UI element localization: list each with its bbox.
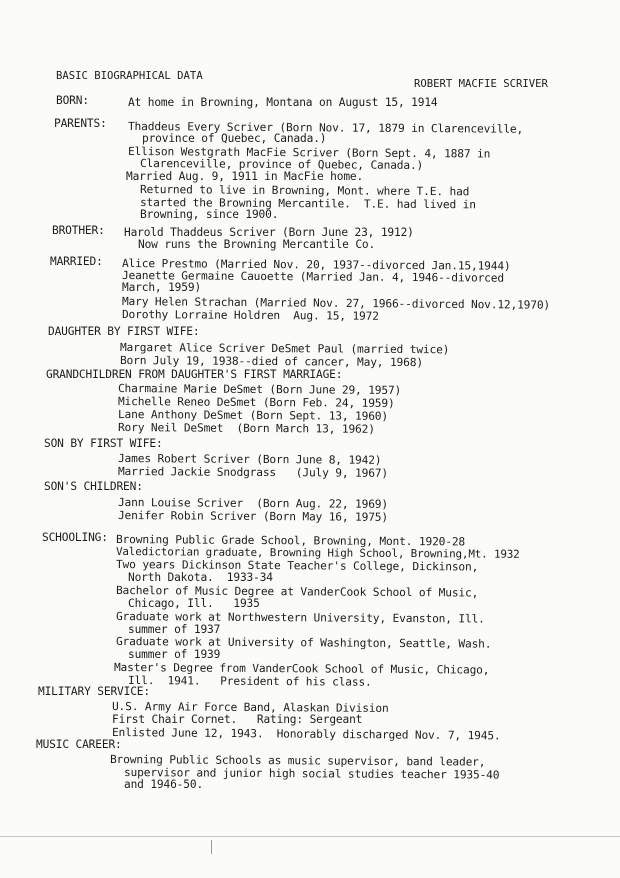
married-line: Mary Helen Strachan (Married Nov. 27, 1966--divorced Nov.12,1970) <box>121 295 551 312</box>
grandchild-line: Rory Neil DeSmet (Born March 13, 1962) <box>117 421 375 436</box>
music-career-line: Browning Public Schools as music supervisor, band leader, <box>109 753 486 769</box>
schooling-line: Valedictorian graduate, Browning High School, Browning,Mt. 1932 <box>115 545 520 561</box>
page-bottom-edge <box>0 836 620 837</box>
parents-label: PARENTS: <box>54 117 107 130</box>
schooling-line: Graduate work at University of Washington, Seattle, Wash. <box>115 635 492 651</box>
parents-line: Clarenceville, province of Quebec, Canada.) <box>139 157 424 172</box>
grandchild-line: Lane Anthony DeSmet (Born Sept. 13, 1960) <box>117 408 389 423</box>
parents-line: province of Quebec, Canada.) <box>142 132 327 145</box>
brother-line: Harold Thaddeus Scriver (Born June 23, 1912) <box>124 226 414 239</box>
married-label: MARRIED: <box>50 255 103 268</box>
music-career-line: supervisor and junior high social studies teacher 1935-40 <box>123 766 500 782</box>
military-line: Enlisted June 12, 1943. Honorably discharged Nov. 7, 1945. <box>111 726 501 743</box>
document-title: BASIC BIOGRAPHICAL DATA <box>56 70 203 82</box>
sons-children-label: SON'S CHILDREN: <box>44 480 143 493</box>
military-line: U.S. Army Air Force Band, Alaskan Division <box>111 700 389 715</box>
subject-name: ROBERT MACFIE SCRIVER <box>414 78 548 90</box>
son-label: SON BY FIRST WIFE: <box>44 437 163 450</box>
brother-label: BROTHER: <box>52 224 105 237</box>
son-line: James Robert Scriver (Born June 8, 1942) <box>117 452 382 467</box>
schooling-line: Two years Dickinson State Teacher's College, Dickinson, <box>115 558 479 574</box>
married-line: Jeanette Germaine Cauoette (Married Jan. 4, 1946--divorced <box>121 269 505 285</box>
schooling-line: summer of 1937 <box>128 623 221 636</box>
schooling-label: SCHOOLING: <box>42 531 108 544</box>
parents-line: Ellison Westgrath MacFie Scriver (Born Sept. 4, 1887 in <box>127 145 491 161</box>
music-career-line: and 1946-50. <box>124 778 204 791</box>
parents-line: Browning, since 1900. <box>140 208 279 221</box>
sons-child-line: Jenifer Robin Scriver (Born May 16, 1975) <box>117 509 389 524</box>
son-line: Married Jackie Snodgrass (July 9, 1967) <box>117 465 389 480</box>
music-career-label: MUSIC CAREER: <box>36 738 122 751</box>
sons-child-line: Jann Louise Scriver (Born Aug. 22, 1969) <box>117 496 389 511</box>
parents-line: Thaddeus Every Scriver (Born Nov. 17, 1879 in Clarenceville, <box>127 120 524 136</box>
daughter-line: Born July 19, 1938--died of cancer, May, 1968) <box>119 354 423 370</box>
schooling-line: Bachelor of Music Degree at VanderCook School of Music, <box>115 584 479 600</box>
parents-line: Married Aug. 9, 1911 in MacFie home. <box>126 170 364 183</box>
daughter-line: Margaret Alice Scriver DeSmet Paul (married twice) <box>119 341 450 357</box>
parents-line: started the Browning Mercantile. T.E. had lived in <box>139 196 476 212</box>
military-line: First Chair Cornet. Rating: Sergeant <box>112 713 363 726</box>
schooling-line: Master's Degree from VanderCook School of Music, Chicago, <box>113 661 490 677</box>
schooling-line: Ill. 1941. President of his class. <box>127 674 372 689</box>
military-label: MILITARY SERVICE: <box>38 685 150 698</box>
schooling-line: summer of 1939 <box>128 648 221 661</box>
parents-line: Returned to live in Browning, Mont. where T.E. had <box>139 183 470 199</box>
schooling-line: North Dakota. 1933-34 <box>128 571 273 584</box>
brother-line: Now runs the Browning Mercantile Co. <box>138 238 376 251</box>
born-label: BORN: <box>56 94 89 107</box>
grandchild-line: Michelle Reneo DeSmet (Born Feb. 24, 1959) <box>117 395 395 410</box>
schooling-line: Chicago, Ill. 1935 <box>128 597 260 610</box>
schooling-line: Graduate work at Northwestern University, Evanston, Ill. <box>115 610 485 626</box>
scan-mark <box>211 840 212 854</box>
married-line: Dorothy Lorraine Holdren Aug. 15, 1972 <box>121 308 379 323</box>
married-line: Alice Prestmo (Married Nov. 20, 1937--divorced Jan.15,1944) <box>121 257 511 273</box>
daughter-label: DAUGHTER BY FIRST WIFE: <box>48 325 200 338</box>
grandchild-line: Charmaine Marie DeSmet (Born June 29, 1957) <box>117 382 402 397</box>
born-text: At home in Browning, Montana on August 15, 1914 <box>128 96 438 109</box>
married-line: March, 1959) <box>122 281 202 294</box>
grandchildren-label: GRANDCHILDREN FROM DAUGHTER'S FIRST MARRIAGE: <box>46 368 343 381</box>
schooling-line: Browning Public Grade School, Browning, Mont. 1920-28 <box>115 533 466 549</box>
